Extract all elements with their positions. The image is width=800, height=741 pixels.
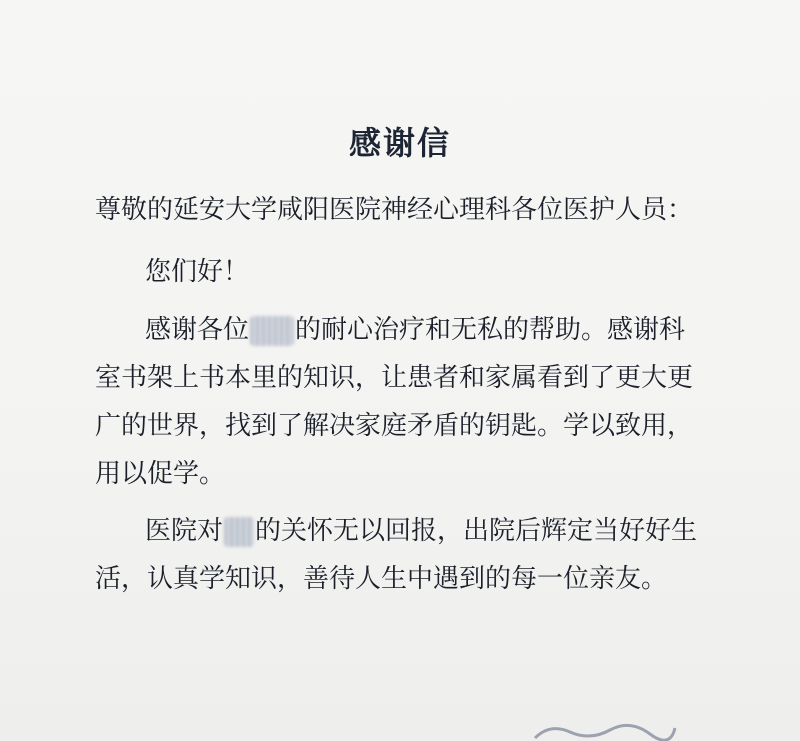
ink-mark bbox=[530, 718, 680, 741]
letter-salutation: 尊敬的延安大学咸阳医院神经心理科各位医护人员： bbox=[95, 195, 694, 225]
paragraph-thanks-line-4: 用以促学。 bbox=[95, 459, 226, 489]
letter-title: 感谢信 bbox=[348, 124, 451, 162]
text-segment: 感谢各位 bbox=[145, 315, 250, 345]
paragraph-thanks-line-3: 广的世界，找到了解决家庭矛盾的钥匙。学以致用， bbox=[95, 411, 694, 441]
paragraph-thanks-line-1 bbox=[95, 306, 715, 354]
paragraph-gratitude-line-2: 活，认真学知识，善待人生中遇到的每一位亲友。 bbox=[95, 564, 668, 594]
paragraph-thanks-line-2: 室书架上书本里的知识，让患者和家属看到了更大更 bbox=[95, 363, 694, 393]
text-segment: 的耐心治疗和无私的帮助。感谢科 bbox=[295, 315, 686, 345]
text-segment: 医院对 bbox=[145, 516, 224, 546]
redacted-name-blur bbox=[224, 517, 254, 547]
paragraph-thanks bbox=[95, 306, 715, 498]
paragraph-gratitude bbox=[95, 507, 715, 603]
letter-greeting: 您们好！ bbox=[145, 257, 250, 287]
redacted-name-blur bbox=[250, 316, 294, 346]
paragraph-gratitude-line-1 bbox=[95, 507, 715, 555]
text-segment: 的关怀无以回报，出院后辉定当好好生 bbox=[255, 516, 698, 546]
